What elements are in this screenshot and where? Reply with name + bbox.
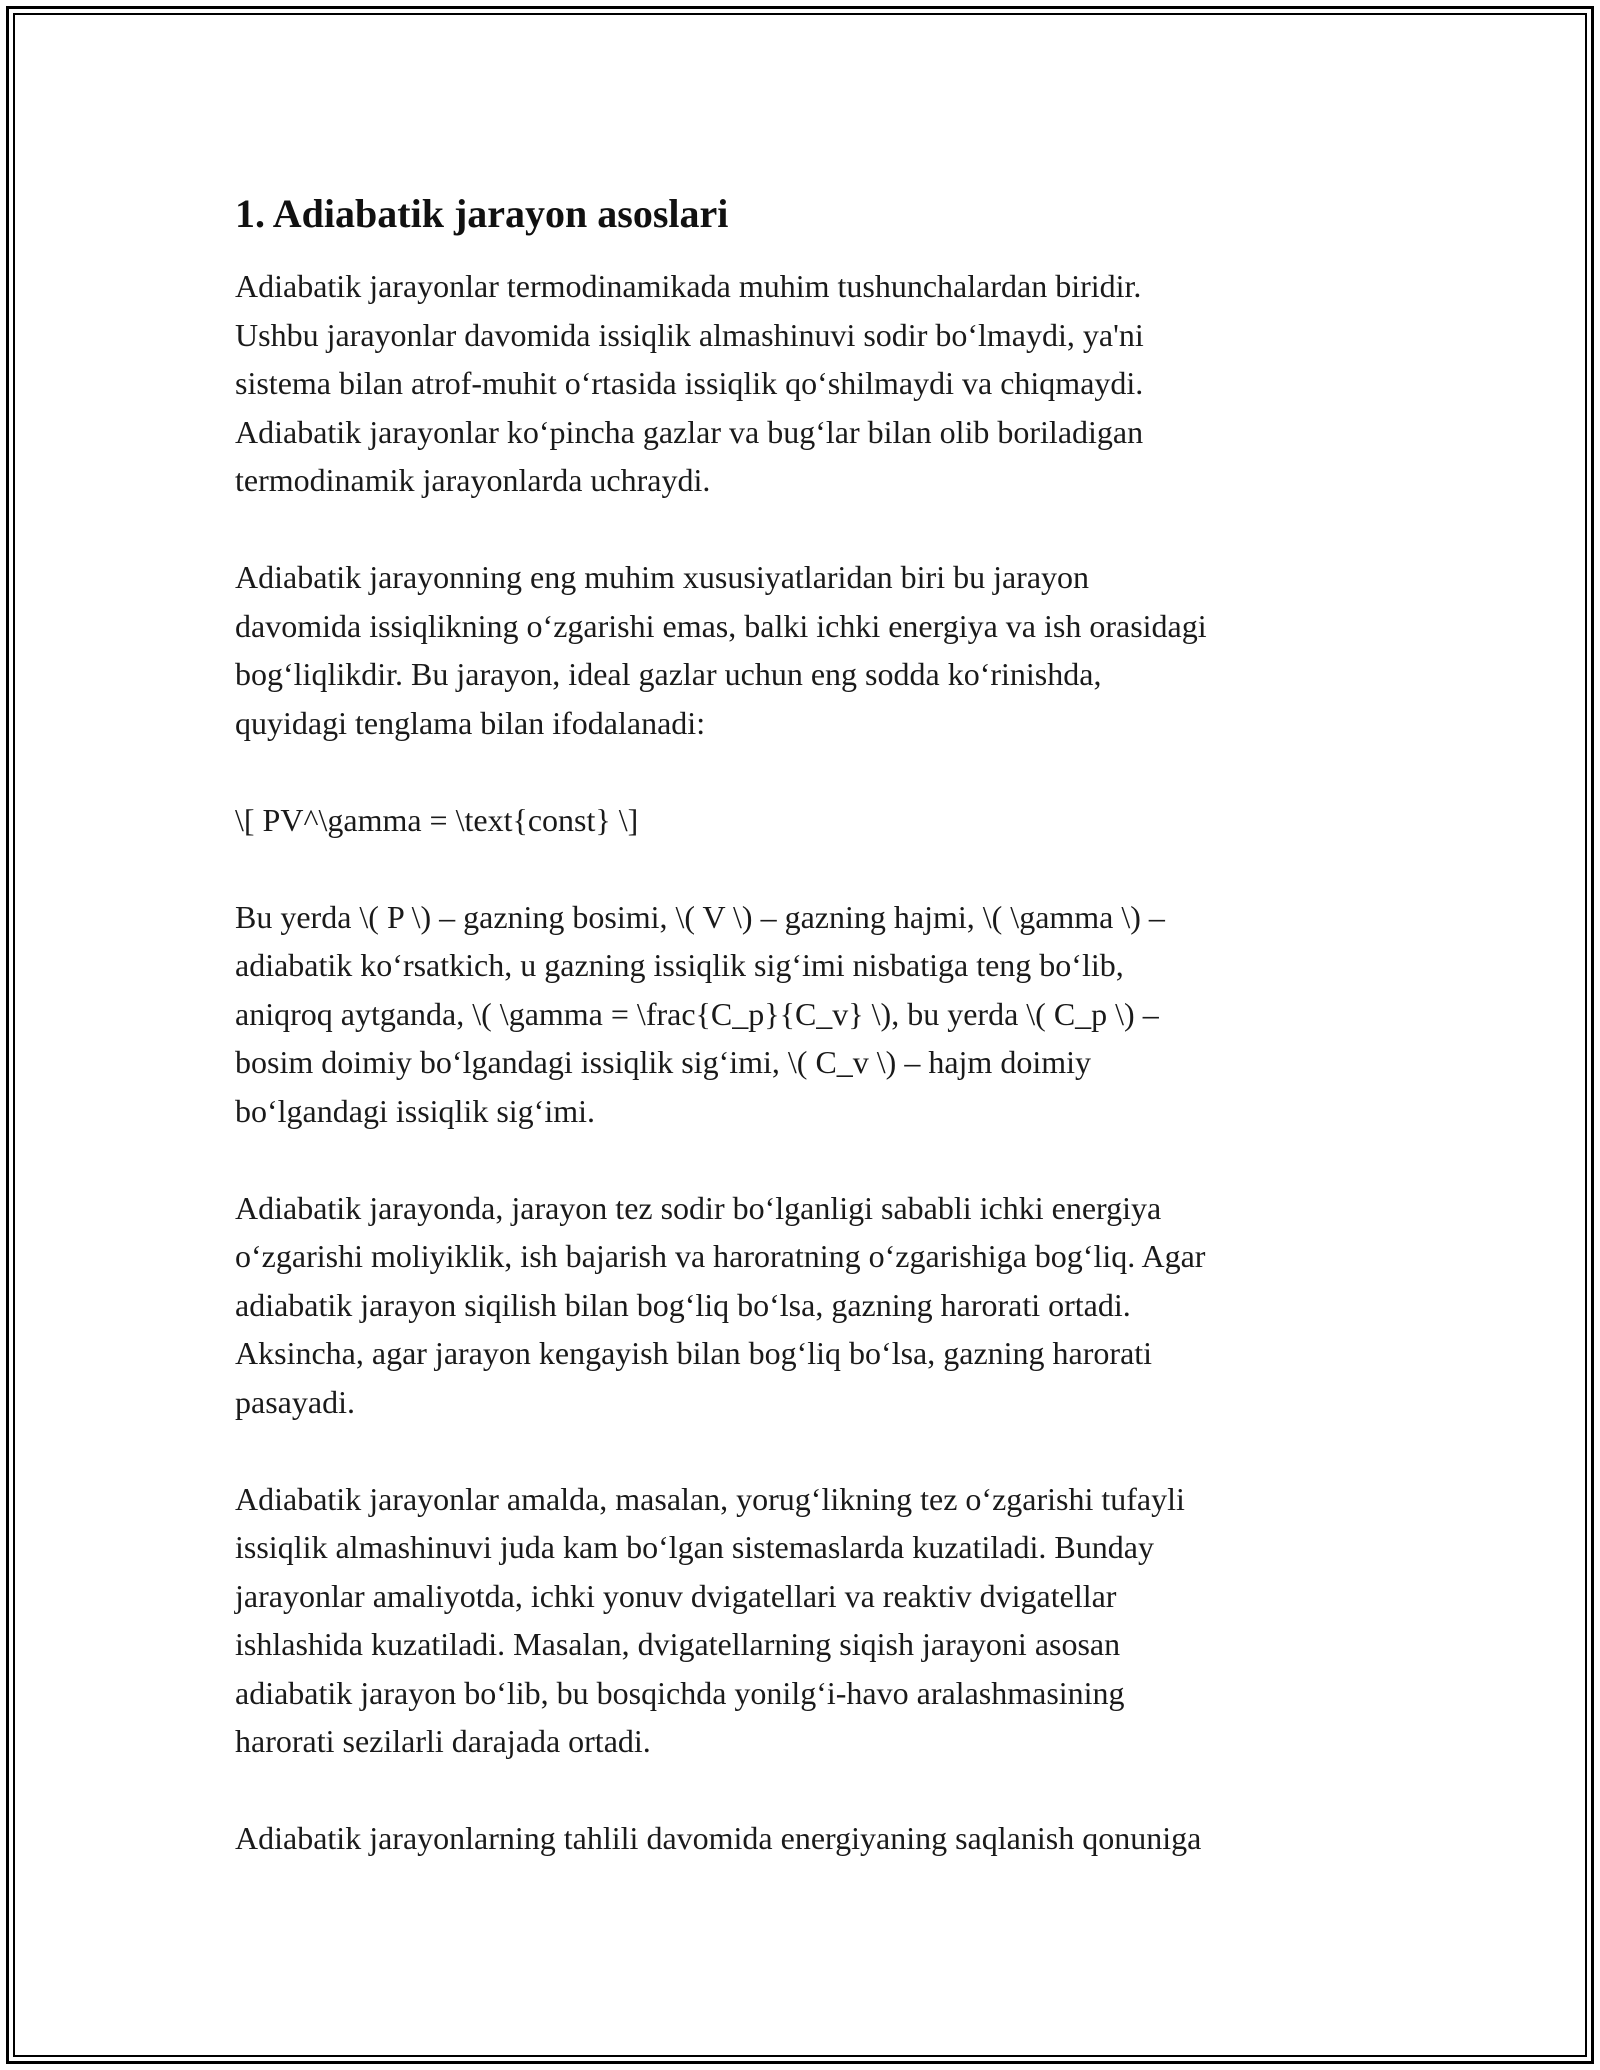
text-line: harorati sezilarli darajada ortadi. <box>235 1723 651 1759</box>
text-line: bogʻliqlikdir. Bu jarayon, ideal gazlar uchun eng sodda koʻrinishda, <box>235 656 1102 692</box>
paragraph-applications <box>235 1475 1365 1766</box>
text-line: Bu yerda \( P \) – gazning bosimi, \( V \) – gazning hajmi, \( \gamma \) – <box>235 898 1165 935</box>
text-line: termodinamik jarayonlarda uchraydi. <box>235 462 711 498</box>
text-line: boʻlgandagi issiqlik sigʻimi. <box>235 1092 595 1129</box>
paragraph-definitions <box>235 893 1365 1136</box>
paragraph-temperature <box>235 1184 1365 1427</box>
text-line: davomida issiqlikning oʻzgarishi emas, balki ichki energiya va ish orasidagi <box>235 607 1207 644</box>
text-line: aniqroq aytganda, \( \gamma = \frac{C_p}{C_v} \), bu yerda \( C_p \) – <box>235 995 1159 1032</box>
text-line: adiabatik jarayon siqilish bilan bogʻliq boʻlsa, gazning harorati ortadi. <box>235 1286 1131 1323</box>
text-line: sistema bilan atrof-muhit oʻrtasida issiqlik qoʻshilmaydi va chiqmaydi. <box>235 365 1144 401</box>
text-line: adiabatik jarayon boʻlib, bu bosqichda yonilgʻi-havo aralashmasining <box>235 1674 1125 1711</box>
paragraph-energy <box>235 1814 1365 1863</box>
text-line: ishlashida kuzatiladi. Masalan, dvigatellarning siqish jarayoni asosan <box>235 1626 1121 1662</box>
text-line: Adiabatik jarayonlar termodinamikada muhim tushunchalardan biridir. <box>235 268 1142 304</box>
paragraph-property <box>235 553 1365 747</box>
text-line: Adiabatik jarayonlar koʻpincha gazlar va bugʻlar bilan olib boriladigan <box>235 413 1144 450</box>
paragraph-intro <box>235 262 1365 505</box>
text-line: adiabatik koʻrsatkich, u gazning issiqlik sigʻimi nisbatiga teng boʻlib, <box>235 947 1124 983</box>
section-heading: 1. Adiabatik jarayon asoslari <box>235 191 729 236</box>
text-line: Ushbu jarayonlar davomida issiqlik almashinuvi sodir boʻlmaydi, ya'ni <box>235 316 1144 353</box>
text-line: jarayonlar amaliyotda, ichki yonuv dvigatellari va reaktiv dvigatellar <box>235 1577 1117 1614</box>
text-line: oʻzgarishi moliyiklik, ish bajarish va haroratning oʻzgarishiga bogʻliq. Agar <box>235 1238 1206 1274</box>
document-body <box>235 188 1365 1911</box>
paragraph-equation <box>235 796 1365 845</box>
text-line: pasayadi. <box>235 1383 355 1420</box>
text-line: issiqlik almashinuvi juda kam boʻlgan sistemaslarda kuzatiladi. Bunday <box>235 1529 1154 1565</box>
text-line: quyidagi tenglama bilan ifodalanadi: <box>235 704 706 741</box>
text-line: Adiabatik jarayonning eng muhim xususiyatlaridan biri bu jarayon <box>235 559 1090 595</box>
text-line: bosim doimiy boʻlgandagi issiqlik sigʻimi, \( C_v \) – hajm doimiy <box>235 1044 1091 1080</box>
text-line: Aksincha, agar jarayon kengayish bilan bogʻliq boʻlsa, gazning harorati <box>235 1335 1153 1371</box>
text-line: Adiabatik jarayonlarning tahlili davomida energiyaning saqlanish qonuniga <box>235 1820 1202 1856</box>
text-line: Adiabatik jarayonlar amalda, masalan, yorugʻlikning tez oʻzgarishi tufayli <box>235 1480 1185 1517</box>
equation-line: \[ PV^\gamma = \text{const} \] <box>235 801 639 838</box>
text-line: Adiabatik jarayonda, jarayon tez sodir boʻlganligi sababli ichki energiya <box>235 1189 1162 1226</box>
